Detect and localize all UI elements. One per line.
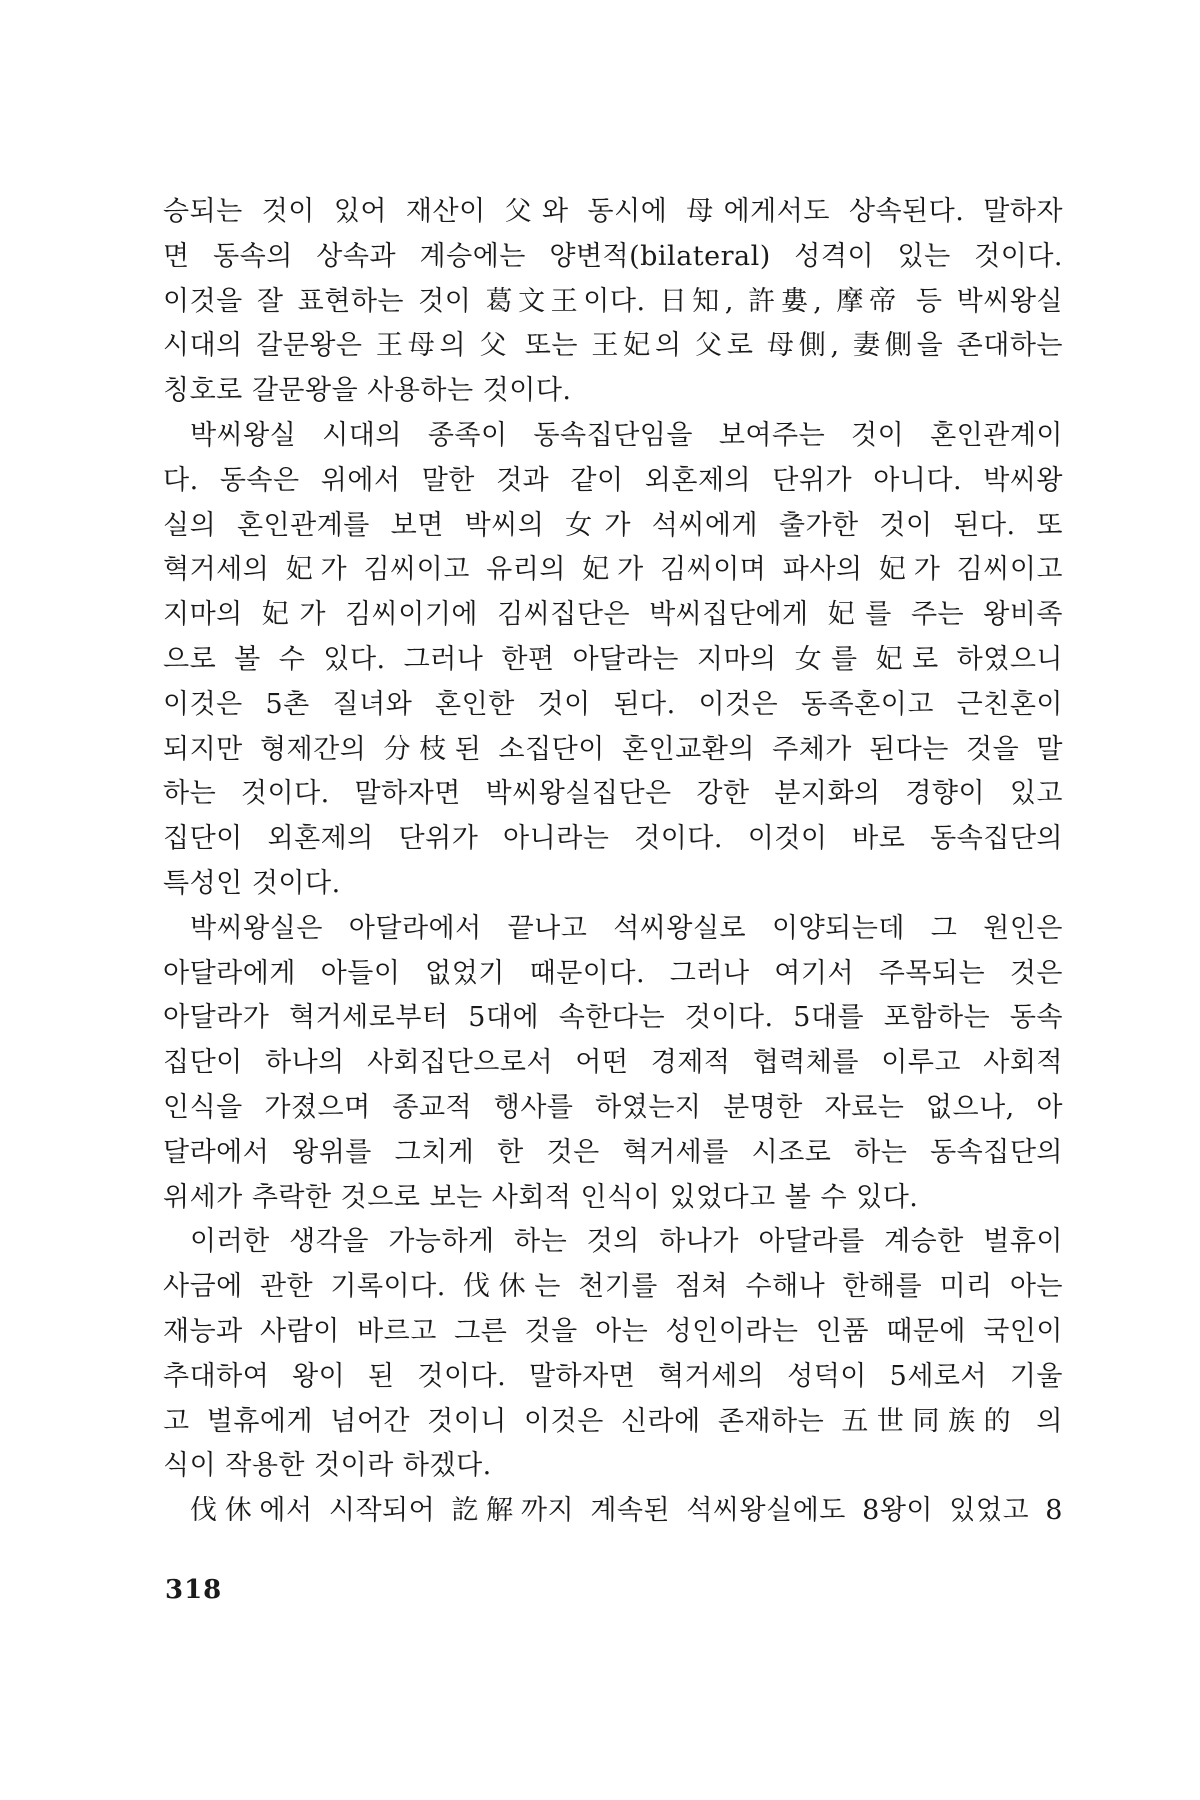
text-line: 하는 것이다. 말하자면 박씨왕실집단은 강한 분지화의 경향이 있고 bbox=[163, 778, 1063, 810]
text-line: 재능과 사람이 바르고 그른 것을 아는 성인이라는 인품 때문에 국인이 bbox=[163, 1315, 1063, 1347]
paragraph-start-line: 이러한 생각을 가능하게 하는 것의 하나가 아달라를 계승한 벌휴이 bbox=[190, 1226, 1063, 1258]
page-number: 318 bbox=[165, 1575, 223, 1605]
text-line: 혁거세의 妃가 김씨이고 유리의 妃가 김씨이며 파사의 妃가 김씨이고 bbox=[163, 554, 1063, 586]
text-line: 위세가 추락한 것으로 보는 사회적 인식이 있었다고 볼 수 있다. bbox=[163, 1181, 919, 1213]
text-line: 이것은 5촌 질녀와 혼인한 것이 된다. 이것은 동족혼이고 근친혼이 bbox=[163, 688, 1063, 720]
text-line: 사금에 관한 기록이다. 伐休는 천기를 점쳐 수해나 한해를 미리 아는 bbox=[163, 1271, 1063, 1303]
text-line: 집단이 외혼제의 단위가 아니라는 것이다. 이것이 바로 동속집단의 bbox=[163, 823, 1063, 855]
text-line: 식이 작용한 것이라 하겠다. bbox=[163, 1450, 492, 1482]
text-line: 집단이 하나의 사회집단으로서 어떤 경제적 협력체를 이루고 사회적 bbox=[163, 1047, 1063, 1079]
text-line: 실의 혼인관계를 보면 박씨의 女가 석씨에게 출가한 것이 된다. 또 bbox=[163, 509, 1063, 541]
body-text bbox=[163, 190, 1063, 1534]
paragraph-start-line: 박씨왕실 시대의 종족이 동속집단임을 보여주는 것이 혼인관계이 bbox=[190, 419, 1063, 451]
text-line: 승되는 것이 있어 재산이 父와 동시에 母에게서도 상속된다. 말하자 bbox=[163, 196, 1063, 227]
text-line: 인식을 가졌으며 종교적 행사를 하였는지 분명한 자료는 없으나, 아 bbox=[163, 1091, 1063, 1123]
text-line: 지마의 妃가 김씨이기에 김씨집단은 박씨집단에게 妃를 주는 왕비족 bbox=[163, 599, 1063, 631]
text-line: 으로 볼 수 있다. 그러나 한편 아달라는 지마의 女를 妃로 하였으니 bbox=[163, 643, 1063, 675]
text-line: 시대의 갈문왕은 王母의 父 또는 王妃의 父로 母側, 妻側을 존대하는 bbox=[163, 330, 1063, 362]
text-line: 다. 동속은 위에서 말한 것과 같이 외혼제의 단위가 아니다. 박씨왕 bbox=[163, 464, 1063, 496]
text-line: 추대하여 왕이 된 것이다. 말하자면 혁거세의 성덕이 5세로서 기울 bbox=[163, 1360, 1063, 1392]
paragraph-start-line: 伐休에서 시작되어 訖解까지 계속된 석씨왕실에도 8왕이 있었고 8 bbox=[190, 1495, 1063, 1527]
text-line: 면 동속의 상속과 계승에는 양변적(bilateral) 성격이 있는 것이다. bbox=[163, 240, 1063, 272]
text-line: 칭호로 갈문왕을 사용하는 것이다. bbox=[163, 375, 572, 407]
text-line: 아달라에게 아들이 없었기 때문이다. 그러나 여기서 주목되는 것은 bbox=[163, 957, 1063, 989]
text-line: 달라에서 왕위를 그치게 한 것은 혁거세를 시조로 하는 동속집단의 bbox=[163, 1136, 1063, 1168]
paragraph-start-line: 박씨왕실은 아달라에서 끝나고 석씨왕실로 이양되는데 그 원인은 bbox=[190, 912, 1063, 944]
text-line: 특성인 것이다. bbox=[163, 867, 341, 899]
text-line: 아달라가 혁거세로부터 5대에 속한다는 것이다. 5대를 포함하는 동속 bbox=[163, 1002, 1063, 1034]
text-line: 되지만 형제간의 分枝된 소집단이 혼인교환의 주체가 된다는 것을 말 bbox=[163, 733, 1063, 765]
text-line: 고 벌휴에게 넘어간 것이니 이것은 신라에 존재하는 五世同族的 의 bbox=[163, 1405, 1063, 1437]
text-line: 이것을 잘 표현하는 것이 葛文王이다. 日知, 許婁, 摩帝 등 박씨왕실 bbox=[163, 285, 1063, 317]
